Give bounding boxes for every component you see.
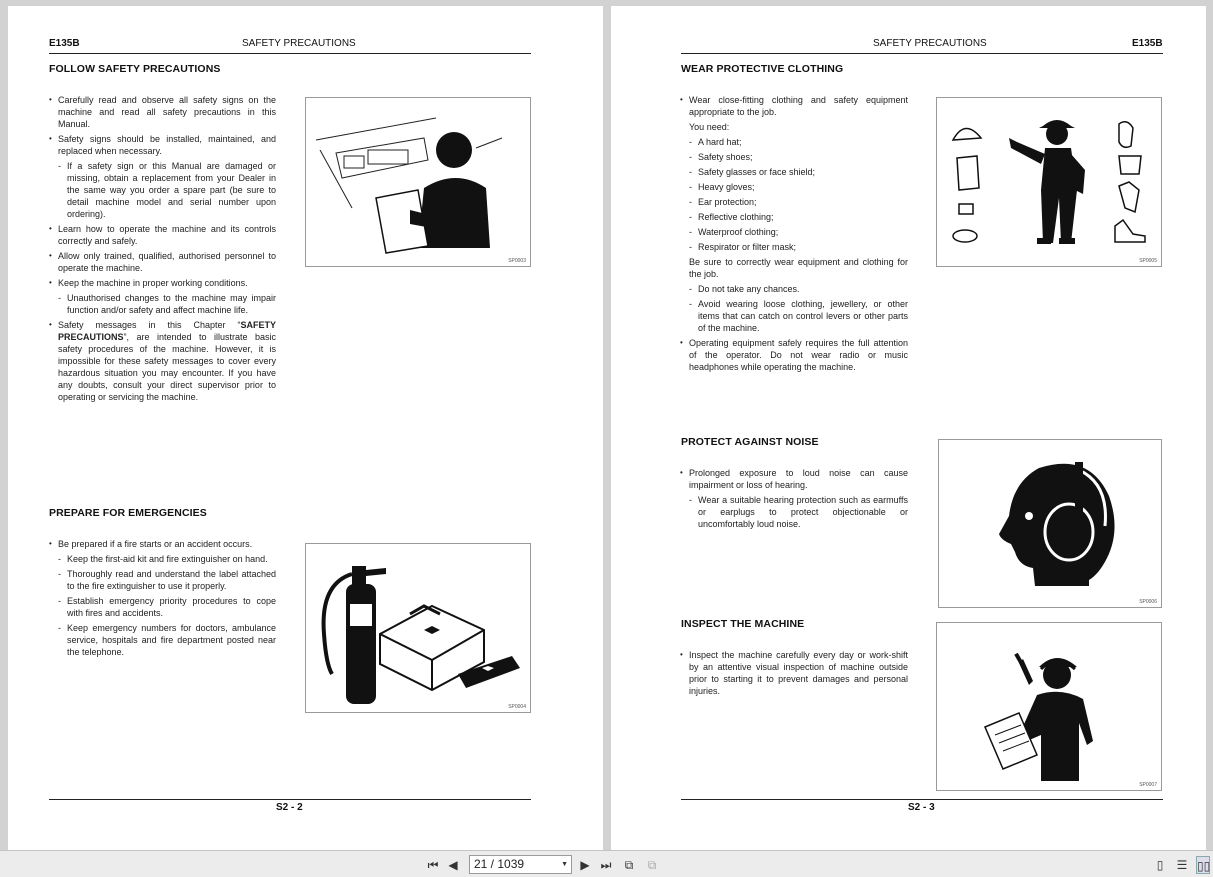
dash-item: - A hard hat;: [680, 136, 908, 148]
dash-item: - Thoroughly read and understand the label attached to the fire extinguisher to use it properly.: [49, 568, 276, 592]
bullet: • Operating equipment safely requires the full attention of the operator. Do not wear radio or music headphones while operating the machine.: [680, 337, 908, 373]
bullet: [49, 319, 276, 403]
dash-item: - Establish emergency priority procedures to cope with fires and accidents.: [49, 595, 276, 619]
section-body: [680, 467, 908, 530]
section-body: [680, 649, 908, 697]
bullet: • Be prepared if a fire starts or an accident occurs.: [49, 538, 276, 550]
copy-icon[interactable]: ⧉: [647, 858, 657, 872]
figure-protective-clothing: [936, 97, 1162, 267]
dash-item: - Waterproof clothing;: [680, 226, 908, 238]
header-model: E135B: [49, 38, 80, 49]
figure-code: SP0005: [1139, 258, 1157, 264]
page-number: S2 - 2: [276, 802, 303, 813]
header-model: E135B: [1132, 38, 1163, 49]
figure-reading-manual: [305, 97, 531, 267]
bullet: • Keep the machine in proper working conditions.: [49, 277, 276, 289]
bullet: • Wear close-fitting clothing and safety equipment appropriate to the job.: [680, 94, 908, 118]
dash-item: - Safety shoes;: [680, 151, 908, 163]
reading-manual-illustration: [306, 98, 532, 268]
continuous-icon[interactable]: ☰: [1176, 858, 1188, 872]
dash-item: - Respirator or filter mask;: [680, 241, 908, 253]
inspector-illustration: [937, 623, 1163, 792]
dash-item: - Keep the first-aid kit and fire extinguisher on hand.: [49, 553, 276, 565]
section-title: WEAR PROTECTIVE CLOTHING: [681, 63, 844, 75]
header-rule: [681, 53, 1163, 54]
figure-code: SP0003: [508, 258, 526, 264]
bullet: • Allow only trained, qualified, authorised personnel to operate the machine.: [49, 250, 276, 274]
bold-text: SAFETY PRECAUTIONS: [58, 320, 276, 342]
chevron-down-icon[interactable]: ▼: [561, 861, 568, 868]
dash-item: - Keep emergency numbers for doctors, ambulance service, hospitals and fire department posted near the telephone.: [49, 622, 276, 658]
page-number-input[interactable]: [469, 855, 572, 874]
prev-page-icon[interactable]: ◀: [448, 858, 458, 872]
header-rule: [49, 53, 531, 54]
page-number: S2 - 3: [908, 802, 935, 813]
section-body: [49, 94, 276, 403]
paragraph: Be sure to correctly wear equipment and clothing for the job.: [689, 257, 908, 279]
header-title: SAFETY PRECAUTIONS: [242, 38, 356, 49]
section-title: INSPECT THE MACHINE: [681, 618, 805, 630]
figure-code: SP0006: [1139, 599, 1157, 605]
last-page-icon[interactable]: ⏭: [600, 858, 612, 872]
extinguisher-firstaid-illustration: [306, 544, 532, 714]
figure-code: SP0004: [508, 704, 526, 710]
dash-item: - Avoid wearing loose clothing, jewellery, or other items that can catch on control levers or other parts of the machine.: [680, 298, 908, 334]
two-page-icon[interactable]: ▯▯: [1196, 856, 1210, 874]
dash-item: - Heavy gloves;: [680, 181, 908, 193]
page-indicator: 21 / 1039: [474, 857, 525, 871]
text: Safety messages in this Chapter “: [58, 320, 241, 330]
bullet: • Inspect the machine carefully every day or work-shift by an attentive visual inspection of machine outside prior to starting it to prevent damages and personal injuries.: [680, 649, 908, 697]
section-body: [680, 94, 908, 373]
bullet: • Carefully read and observe all safety signs on the machine and read all safety precautions in this Manual.: [49, 94, 276, 130]
paragraph: You need:: [689, 122, 730, 132]
viewer-toolbar: [0, 850, 1213, 877]
bullet: • Safety signs should be installed, maintained, and replaced when necessary.: [49, 133, 276, 157]
dash-item: - Reflective clothing;: [680, 211, 908, 223]
text: ”, are intended to illustrate basic safety procedures of the machine. However, it is impossible for these safety messages to cover every hazardous situation you may encounter. If you have any doubts, consult your direct supervisor prior to operating or servicing the machine.: [58, 332, 276, 402]
section-title: FOLLOW SAFETY PRECAUTIONS: [49, 63, 221, 75]
rotate-icon[interactable]: ⧉: [624, 858, 634, 872]
page-right: [611, 6, 1206, 850]
dash-item: - Ear protection;: [680, 196, 908, 208]
footer-rule: [681, 799, 1163, 800]
first-page-icon[interactable]: ⏮: [427, 858, 439, 872]
figure-code: SP0007: [1139, 782, 1157, 788]
ear-protection-illustration: [939, 440, 1163, 609]
dash-item: - Safety glasses or face shield;: [680, 166, 908, 178]
section-title: PREPARE FOR EMERGENCIES: [49, 507, 207, 519]
bullet: • Prolonged exposure to loud noise can cause impairment or loss of hearing.: [680, 467, 908, 491]
dash-item: - Wear a suitable hearing protection such as earmuffs or earplugs to protect objectionable or uncomfortably loud noise.: [680, 494, 908, 530]
page-left: [8, 6, 603, 850]
single-page-icon[interactable]: ▯: [1156, 858, 1164, 872]
dash-item: - Do not take any chances.: [680, 283, 908, 295]
next-page-icon[interactable]: ▶: [580, 858, 590, 872]
header-title: SAFETY PRECAUTIONS: [873, 38, 987, 49]
figure-emergency-kit: [305, 543, 531, 713]
dash-item: - If a safety sign or this Manual are damaged or missing, obtain a replacement from your Dealer in the same way you order a spare part (be sure to detail machine model and serial number upon ordering).: [49, 160, 276, 220]
figure-inspect-machine: [936, 622, 1162, 791]
protective-gear-illustration: [937, 98, 1163, 268]
section-body: [49, 538, 276, 658]
section-title: PROTECT AGAINST NOISE: [681, 436, 819, 448]
footer-rule: [49, 799, 531, 800]
figure-hearing-protection: [938, 439, 1162, 608]
dash-item: - Unauthorised changes to the machine may impair function and/or safety and affect machine life.: [49, 292, 276, 316]
bullet: • Learn how to operate the machine and its controls correctly and safely.: [49, 223, 276, 247]
